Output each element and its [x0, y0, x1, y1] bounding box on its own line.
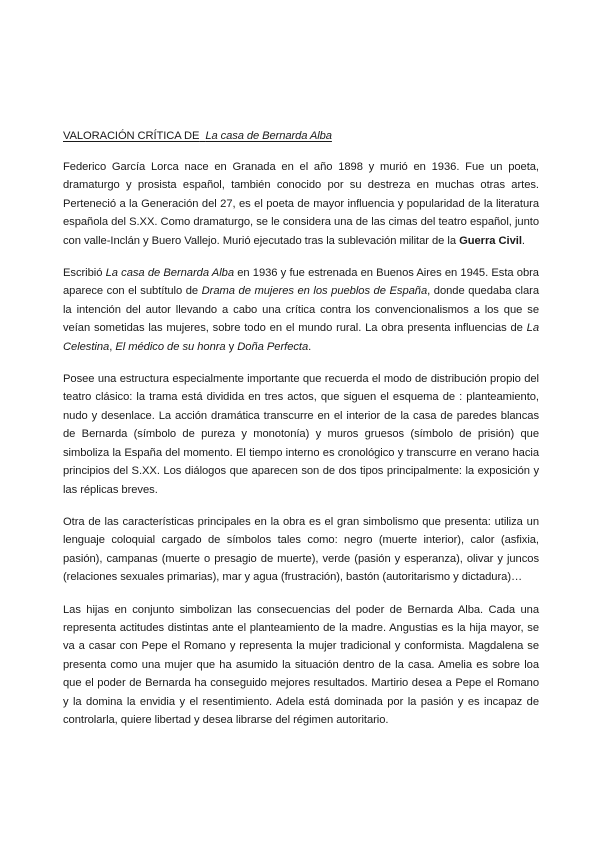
paragraph-biography	[63, 158, 539, 250]
document-title	[63, 128, 539, 144]
work-subtitle-italic: Drama de mujeres en los pueblos de España	[201, 285, 428, 298]
influence-celestina: La Celestina	[63, 322, 539, 353]
influence-medico: El médico de su honra	[115, 340, 226, 353]
paragraph-work-text-2: en 1936 y fue estrenada en Buenos Aires en 1945. Esta obra aparece con el subtítulo de	[63, 267, 539, 298]
title-prefix: VALORACIÓN CRÍTICA DE	[63, 130, 200, 142]
civil-war-term: Guerra Civil	[459, 234, 522, 247]
paragraph-symbolism: Otra de las características principales en la obra es el gran simbolismo que presenta: utiliza un lenguaje coloquial cargado de símbolos tales como: negro (muerte interior), calor (asfixia, pasión), campanas (muerte o presagio de muerte), verde (pasión y esperanza), olivar y juncos (relaciones sexuales primarias), mar y agua (frustración), bastón (autoritarismo y dictadura)…	[63, 515, 539, 584]
paragraph-work: Escribió La casa de Bernarda Alba en 1936 y fue estrenada en Buenos Aires en 1945. Esta obra aparece con el subtítulo de Drama de mujeres en los pueblos de España, donde quedaba clara la intención del autor llevando a cabo una crítica contra los convencionalismos a los que se veían sometidas las mujeres, sobre todo en el mundo rural. La obra presenta influencias de La Celestina, El médico de su honra y Doña Perfecta.	[63, 267, 539, 353]
paragraph-work-end: .	[308, 340, 312, 353]
influence-dona-perfecta: Doña Perfecta	[237, 340, 309, 353]
work-title-italic: La casa de Bernarda Alba	[105, 267, 234, 280]
paragraph-work-conj: y	[228, 340, 235, 353]
title-work: La casa de Bernarda Alba	[205, 130, 332, 142]
paragraph-biography-text: Federico García Lorca nace en Granada en el año 1898 y murió en 1936. Fue un poeta, dramaturgo y prosista español, también conocido por su destreza en muchas otras artes. Perteneció a la Generación del 27, es el poeta de mayor influencia y popularidad de la literatura española del S.XX. Como dramaturgo, se le considera una de las cimas del teatro español, junto con valle-Inclán y Buero Vallejo. Murió ejecutado tras la sublevación militar de la	[63, 161, 539, 247]
document-body	[63, 128, 539, 743]
paragraph-work-text-1: Escribió	[63, 267, 103, 280]
paragraph-biography-end: .	[521, 234, 525, 247]
paragraph-work-text-3: , donde quedaba clara la intención del autor llevando a cabo una crítica contra los convencionalismos a los que se veían sometidas las mujeres, sobre todo en el mundo rural. La obra presenta influencias de	[63, 285, 539, 335]
paragraph-daughters: Las hijas en conjunto simbolizan las consecuencias del poder de Bernarda Alba. Cada una representa actitudes distintas ante el planteamiento de la madre. Angustias es la hija mayor, se va a casar con Pepe el Romano y representa la mujer tradicional y conformista. Magdalena se presenta como una mujer que ha asumido la situación dentro de la casa. Amelia es sobre loa que el poder de Bernarda ha conseguido mejores resultados. Martirio desea a Pepe el Romano y la domina la envidia y el resentimiento. Adela está dominada por la pasión y es incapaz de controlarla, quiere libertad y desea librarse del régimen autoritario.	[63, 603, 539, 726]
paragraph-structure: Posee una estructura especialmente importante que recuerda el modo de distribución propio del teatro clásico: la trama está dividida en tres actos, que siguen el esquema de : planteamiento, nudo y desenlace. La acción dramática transcurre en el interior de la casa de paredes blancas de Bernarda (símbolo de pureza y monotonía) y muros gruesos (símbolo de prisión) que simboliza la España del momento. El tiempo interno es cronológico y transcurre en verano hacia principios del S.XX. Los diálogos que aparecen son de dos tipos principalmente: la exposición y las réplicas breves.	[63, 373, 539, 496]
